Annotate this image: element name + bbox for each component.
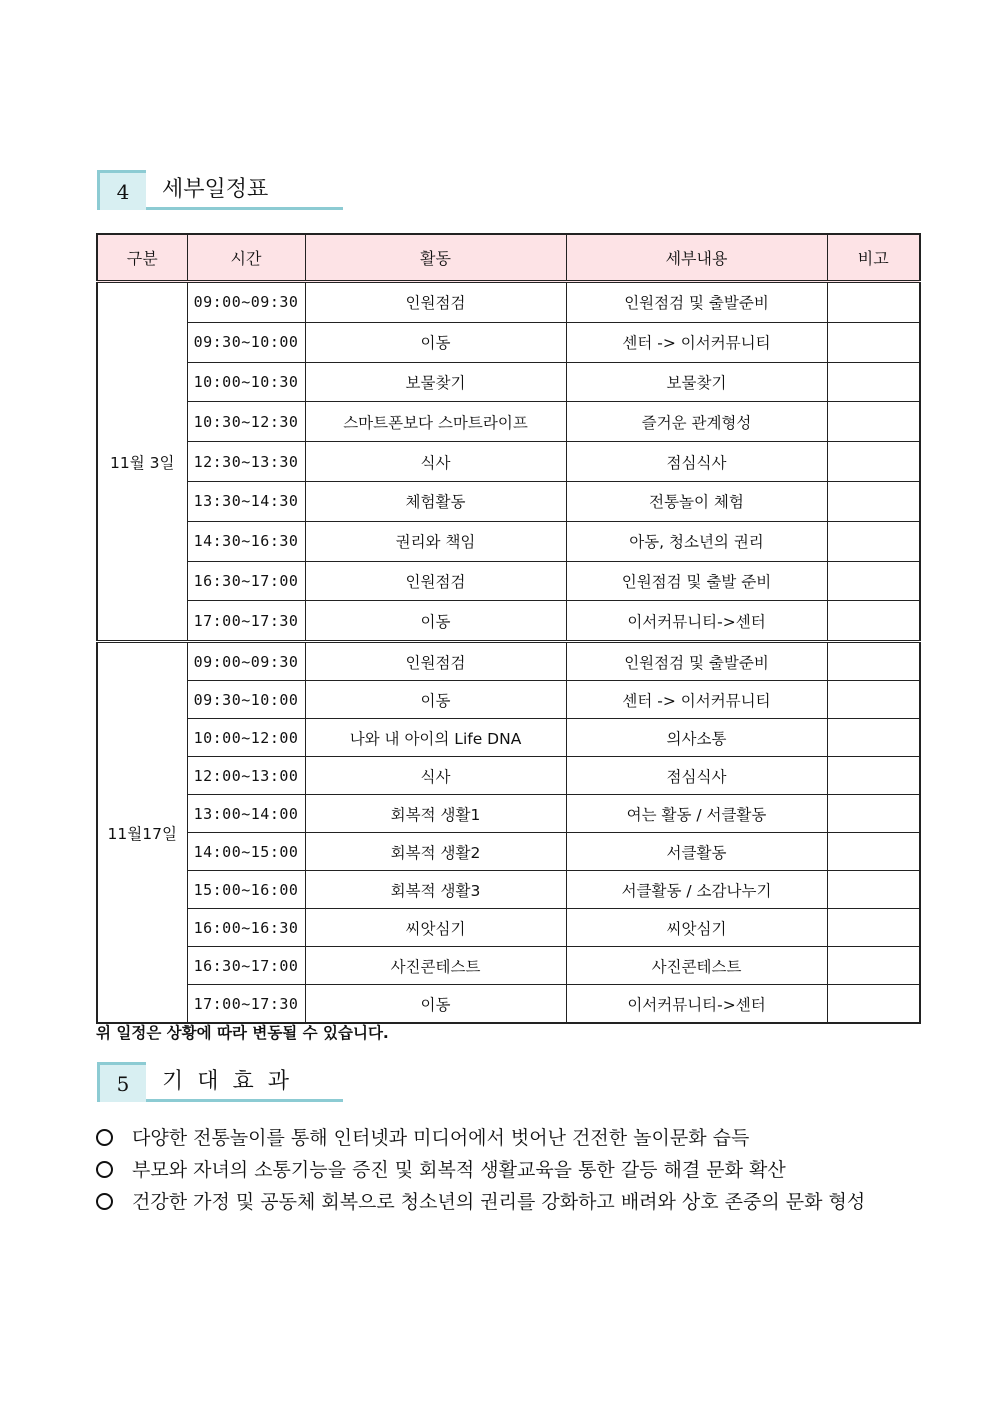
detail-cell: 서클활동 / 소감나누기 (566, 871, 827, 909)
detail-cell: 점심식사 (566, 757, 827, 795)
time-cell: 12:30~13:30 (187, 442, 305, 482)
activity-cell: 보물찾기 (305, 362, 566, 402)
activity-cell: 사진콘테스트 (305, 947, 566, 985)
time-cell: 09:00~09:30 (187, 282, 305, 323)
time-cell: 15:00~16:00 (187, 871, 305, 909)
effect-text: 부모와 자녀의 소통기능을 증진 및 회복적 생활교육을 통한 갈등 해결 문화 확산 (132, 1159, 786, 1181)
table-row (97, 985, 920, 1024)
time-cell: 17:00~17:30 (187, 985, 305, 1024)
activity-cell: 이동 (305, 985, 566, 1024)
circle-bullet-icon (96, 1129, 113, 1146)
activity-cell: 이동 (305, 322, 566, 362)
time-cell: 13:30~14:30 (187, 481, 305, 521)
detail-cell: 인원점검 및 출발준비 (566, 282, 827, 323)
table-row (97, 282, 920, 323)
circle-bullet-icon (96, 1193, 113, 1210)
activity-cell: 인원점검 (305, 642, 566, 681)
list-item (96, 1122, 916, 1154)
note-cell (827, 909, 920, 947)
section-4-heading (97, 170, 343, 214)
day2-rows (97, 642, 920, 1024)
activity-cell: 이동 (305, 681, 566, 719)
time-cell: 14:00~15:00 (187, 833, 305, 871)
activity-cell: 나와 내 아이의 Life DNA (305, 719, 566, 757)
table-row (97, 362, 920, 402)
note-cell (827, 402, 920, 442)
effects-list (96, 1122, 916, 1218)
activity-cell: 이동 (305, 601, 566, 642)
circle-bullet-icon (96, 1161, 113, 1178)
header-note: 비고 (827, 234, 920, 282)
heading-underline (146, 1099, 343, 1102)
note-cell (827, 681, 920, 719)
table-row (97, 642, 920, 681)
activity-cell: 식사 (305, 442, 566, 482)
activity-cell: 체험활동 (305, 481, 566, 521)
note-cell (827, 442, 920, 482)
activity-cell: 회복적 생활2 (305, 833, 566, 871)
time-cell: 13:00~14:00 (187, 795, 305, 833)
time-cell: 10:00~10:30 (187, 362, 305, 402)
time-cell: 09:30~10:00 (187, 681, 305, 719)
detail-cell: 씨앗심기 (566, 909, 827, 947)
detail-cell: 의사소통 (566, 719, 827, 757)
time-cell: 16:30~17:00 (187, 947, 305, 985)
table-row (97, 402, 920, 442)
activity-cell: 씨앗심기 (305, 909, 566, 947)
time-cell: 10:30~12:30 (187, 402, 305, 442)
heading-underline (146, 207, 343, 210)
header-detail: 세부내용 (566, 234, 827, 282)
list-item (96, 1186, 916, 1218)
day1-rows (97, 282, 920, 642)
note-cell (827, 947, 920, 985)
detail-cell: 보물찾기 (566, 362, 827, 402)
detail-cell: 센터 -> 이서커뮤니티 (566, 322, 827, 362)
activity-cell: 인원점검 (305, 561, 566, 601)
activity-cell: 회복적 생활3 (305, 871, 566, 909)
table-row (97, 757, 920, 795)
note-cell (827, 521, 920, 561)
detail-cell: 서클활동 (566, 833, 827, 871)
note-cell (827, 871, 920, 909)
time-cell: 09:00~09:30 (187, 642, 305, 681)
header-category: 구분 (97, 234, 187, 282)
note-cell (827, 757, 920, 795)
table-row (97, 322, 920, 362)
detail-cell: 아동, 청소년의 권리 (566, 521, 827, 561)
time-cell: 09:30~10:00 (187, 322, 305, 362)
list-item (96, 1154, 916, 1186)
table-row (97, 871, 920, 909)
table-row (97, 442, 920, 482)
note-cell (827, 322, 920, 362)
time-cell: 10:00~12:00 (187, 719, 305, 757)
time-cell: 16:30~17:00 (187, 561, 305, 601)
day-label: 11월 3일 (97, 282, 187, 642)
table-row (97, 795, 920, 833)
detail-cell: 전통놀이 체험 (566, 481, 827, 521)
note-cell (827, 642, 920, 681)
note-cell (827, 561, 920, 601)
effect-text: 건강한 가정 및 공동체 회복으로 청소년의 권리를 강화하고 배려와 상호 존중의 문화 형성 (132, 1191, 866, 1213)
table-row (97, 833, 920, 871)
detail-cell: 인원점검 및 출발 준비 (566, 561, 827, 601)
activity-cell: 권리와 책임 (305, 521, 566, 561)
note-cell (827, 833, 920, 871)
note-cell (827, 601, 920, 642)
detail-cell: 이서커뮤니티->센터 (566, 985, 827, 1024)
time-cell: 14:30~16:30 (187, 521, 305, 561)
note-cell (827, 985, 920, 1024)
header-activity: 활동 (305, 234, 566, 282)
header-time: 시간 (187, 234, 305, 282)
detail-cell: 센터 -> 이서커뮤니티 (566, 681, 827, 719)
section-number: 5 (97, 1062, 146, 1102)
table-row (97, 947, 920, 985)
detail-cell: 여는 활동 / 서클활동 (566, 795, 827, 833)
note-cell (827, 719, 920, 757)
note-cell (827, 362, 920, 402)
table-row (97, 561, 920, 601)
activity-cell: 인원점검 (305, 282, 566, 323)
note-cell (827, 282, 920, 323)
table-row (97, 681, 920, 719)
table-row (97, 521, 920, 561)
schedule-table (96, 233, 921, 1024)
section-title: 기대효과 (162, 1069, 304, 1094)
activity-cell: 스마트폰보다 스마트라이프 (305, 402, 566, 442)
table-row (97, 601, 920, 642)
table-row (97, 481, 920, 521)
section-number: 4 (97, 170, 146, 210)
effect-text: 다양한 전통놀이를 통해 인터넷과 미디어에서 벗어난 건전한 놀이문화 습득 (132, 1127, 750, 1149)
note-cell (827, 795, 920, 833)
activity-cell: 회복적 생활1 (305, 795, 566, 833)
table-header-row (97, 234, 920, 282)
time-cell: 12:00~13:00 (187, 757, 305, 795)
detail-cell: 인원점검 및 출발준비 (566, 642, 827, 681)
time-cell: 16:00~16:30 (187, 909, 305, 947)
detail-cell: 이서커뮤니티->센터 (566, 601, 827, 642)
note-cell (827, 481, 920, 521)
activity-cell: 식사 (305, 757, 566, 795)
section-5-heading (97, 1062, 343, 1106)
table-row (97, 719, 920, 757)
table-row (97, 909, 920, 947)
time-cell: 17:00~17:30 (187, 601, 305, 642)
detail-cell: 즐거운 관계형성 (566, 402, 827, 442)
schedule-note: 위 일정은 상황에 따라 변동될 수 있습니다. (96, 1024, 389, 1042)
detail-cell: 사진콘테스트 (566, 947, 827, 985)
day-label: 11월17일 (97, 642, 187, 1024)
detail-cell: 점심식사 (566, 442, 827, 482)
section-title: 세부일정표 (162, 177, 269, 202)
